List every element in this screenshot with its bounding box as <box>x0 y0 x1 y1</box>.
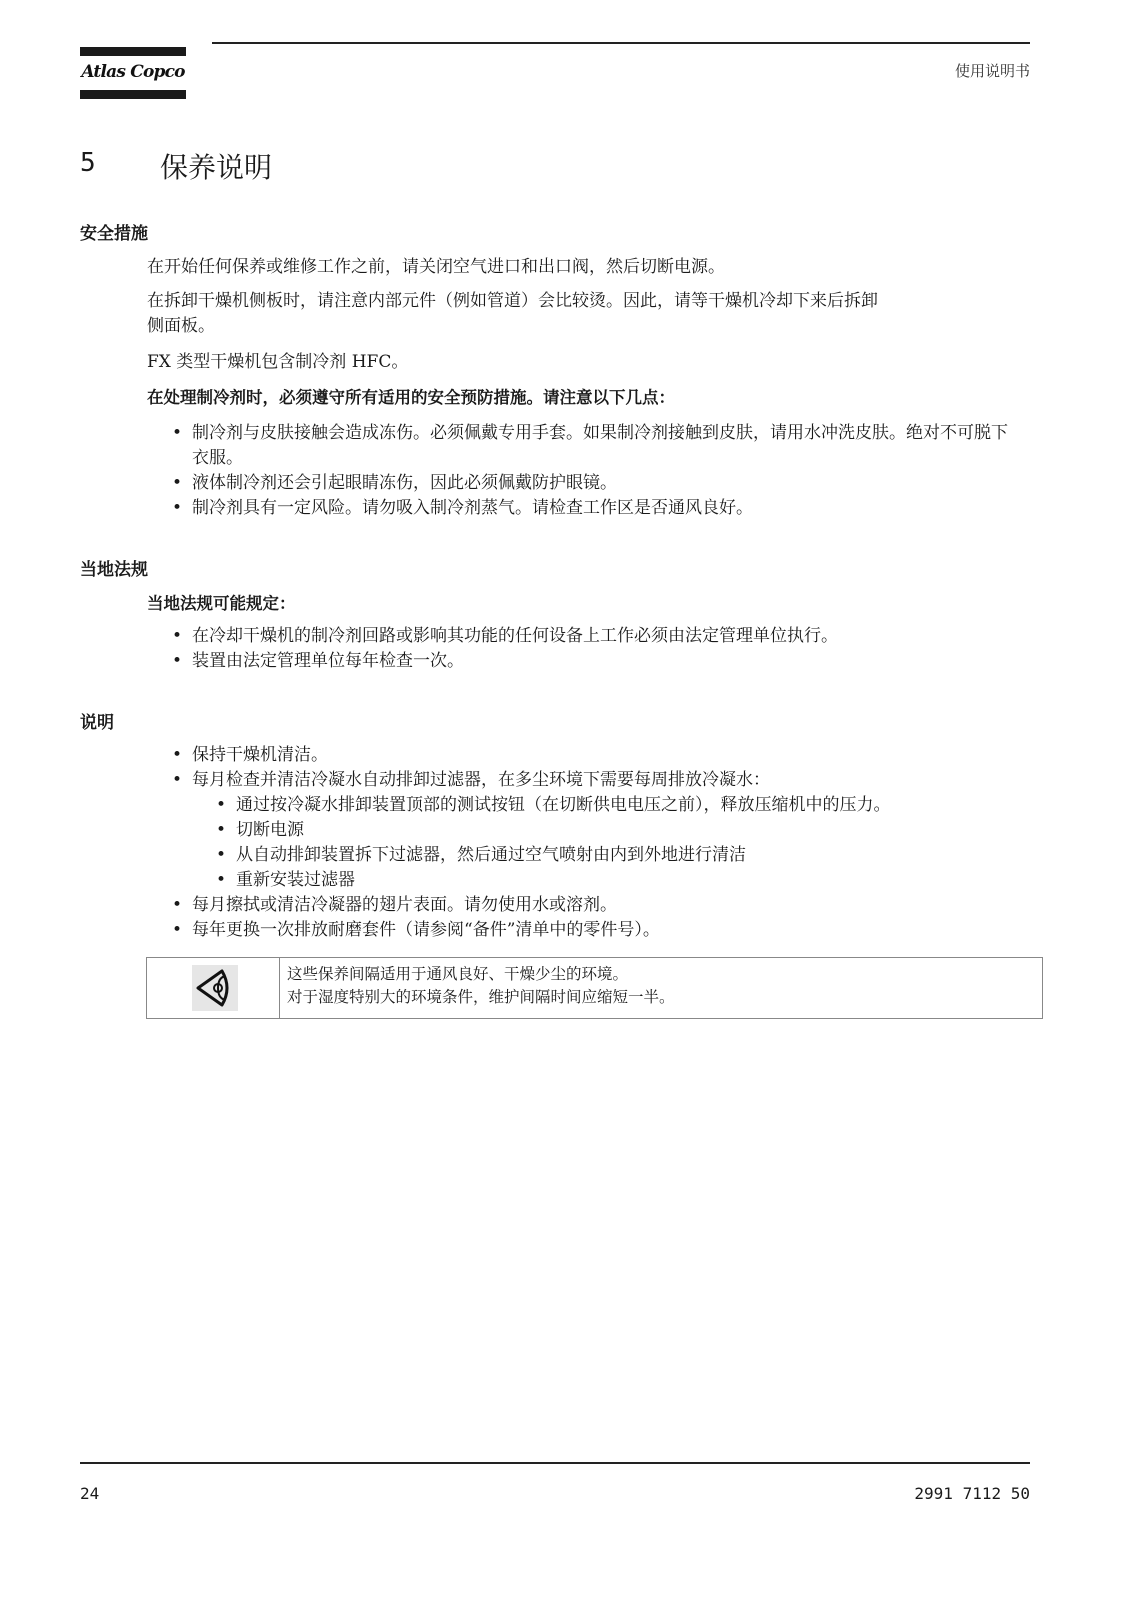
list-item: • 切断电源 <box>216 818 1036 843</box>
note-box <box>146 957 1043 1019</box>
list-item: • 在冷却干燥机的制冷剂回路或影响其功能的任何设备上工作必须由法定管理单位执行。 <box>172 624 1032 649</box>
list-item: • 装置由法定管理单位每年检查一次。 <box>172 649 1032 674</box>
list-item: • 通过按冷凝水排卸装置顶部的测试按钮（在切断供电电压之前），释放压缩机中的压力。 <box>216 793 1036 818</box>
document-title: 使用说明书 <box>954 62 1030 80</box>
local-regulations-heading: 当地法规 <box>80 560 148 580</box>
safety-bullet-list <box>172 421 1022 521</box>
instructions-sub-list <box>216 793 1036 893</box>
safety-paragraph-1: 在开始任何保养或维修工作之前，请关闭空气进口和出口阀，然后切断电源。 <box>147 257 725 277</box>
local-regulations-intro: 当地法规可能规定： <box>147 594 296 613</box>
safety-paragraph-3: FX 类型干燥机包含制冷剂 HFC。 <box>147 352 409 372</box>
document-number: 2991 7112 50 <box>914 1484 1030 1503</box>
logo-text: Atlas Copco <box>81 62 185 82</box>
list-item: • 每年更换一次排放耐磨套件（请参阅“备件”清单中的零件号）。 <box>172 918 1032 943</box>
list-item: • 保持干燥机清洁。 <box>172 743 1032 768</box>
atlas-copco-logo <box>80 47 186 99</box>
list-item: • 从自动排卸装置拆下过滤器，然后通过空气喷射由内到外地进行清洁 <box>216 843 1036 868</box>
safety-paragraph-2-line-1: 在拆卸干燥机侧板时，请注意内部元件（例如管道）会比较烫。因此，请等干燥机冷却下来后拆卸 <box>147 291 878 311</box>
eye-note-icon <box>192 965 238 1011</box>
note-icon-cell <box>147 958 280 1018</box>
list-item: • 每月擦拭或清洁冷凝器的翅片表面。请勿使用水或溶剂。 <box>172 893 1032 918</box>
chapter-title: 保养说明 <box>160 151 273 184</box>
list-item: • 制冷剂具有一定风险。请勿吸入制冷剂蒸气。请检查工作区是否通风良好。 <box>172 496 1022 521</box>
instructions-heading: 说明 <box>80 713 114 733</box>
note-line-2: 对于湿度特别大的环境条件，维护间隔时间应缩短一半。 <box>287 988 675 1006</box>
list-item: • 重新安装过滤器 <box>216 868 1036 893</box>
list-item: • 制冷剂与皮肤接触会造成冻伤。必须佩戴专用手套。如果制冷剂接触到皮肤，请用水冲洗皮肤。绝对不可脱下衣服。 <box>172 421 1022 471</box>
list-item: • 液体制冷剂还会引起眼睛冻伤，因此必须佩戴防护眼镜。 <box>172 471 1022 496</box>
instructions-bullet-list-top <box>172 743 1032 793</box>
instructions-bullet-list-bottom <box>172 893 1032 943</box>
safety-paragraph-4: 在处理制冷剂时，必须遵守所有适用的安全预防措施。请注意以下几点： <box>147 388 675 407</box>
page-number: 24 <box>80 1484 100 1503</box>
list-item: • 每月检查并清洁冷凝水自动排卸过滤器，在多尘环境下需要每周排放冷凝水： <box>172 768 1032 793</box>
header-rule <box>212 42 1030 44</box>
local-regulations-bullet-list <box>172 624 1032 674</box>
footer-rule <box>80 1462 1030 1464</box>
safety-paragraph-2-line-2: 侧面板。 <box>147 316 215 336</box>
safety-heading: 安全措施 <box>80 224 148 244</box>
chapter-number: 5 <box>80 148 96 178</box>
note-line-1: 这些保养间隔适用于通风良好、干燥少尘的环境。 <box>287 965 629 983</box>
